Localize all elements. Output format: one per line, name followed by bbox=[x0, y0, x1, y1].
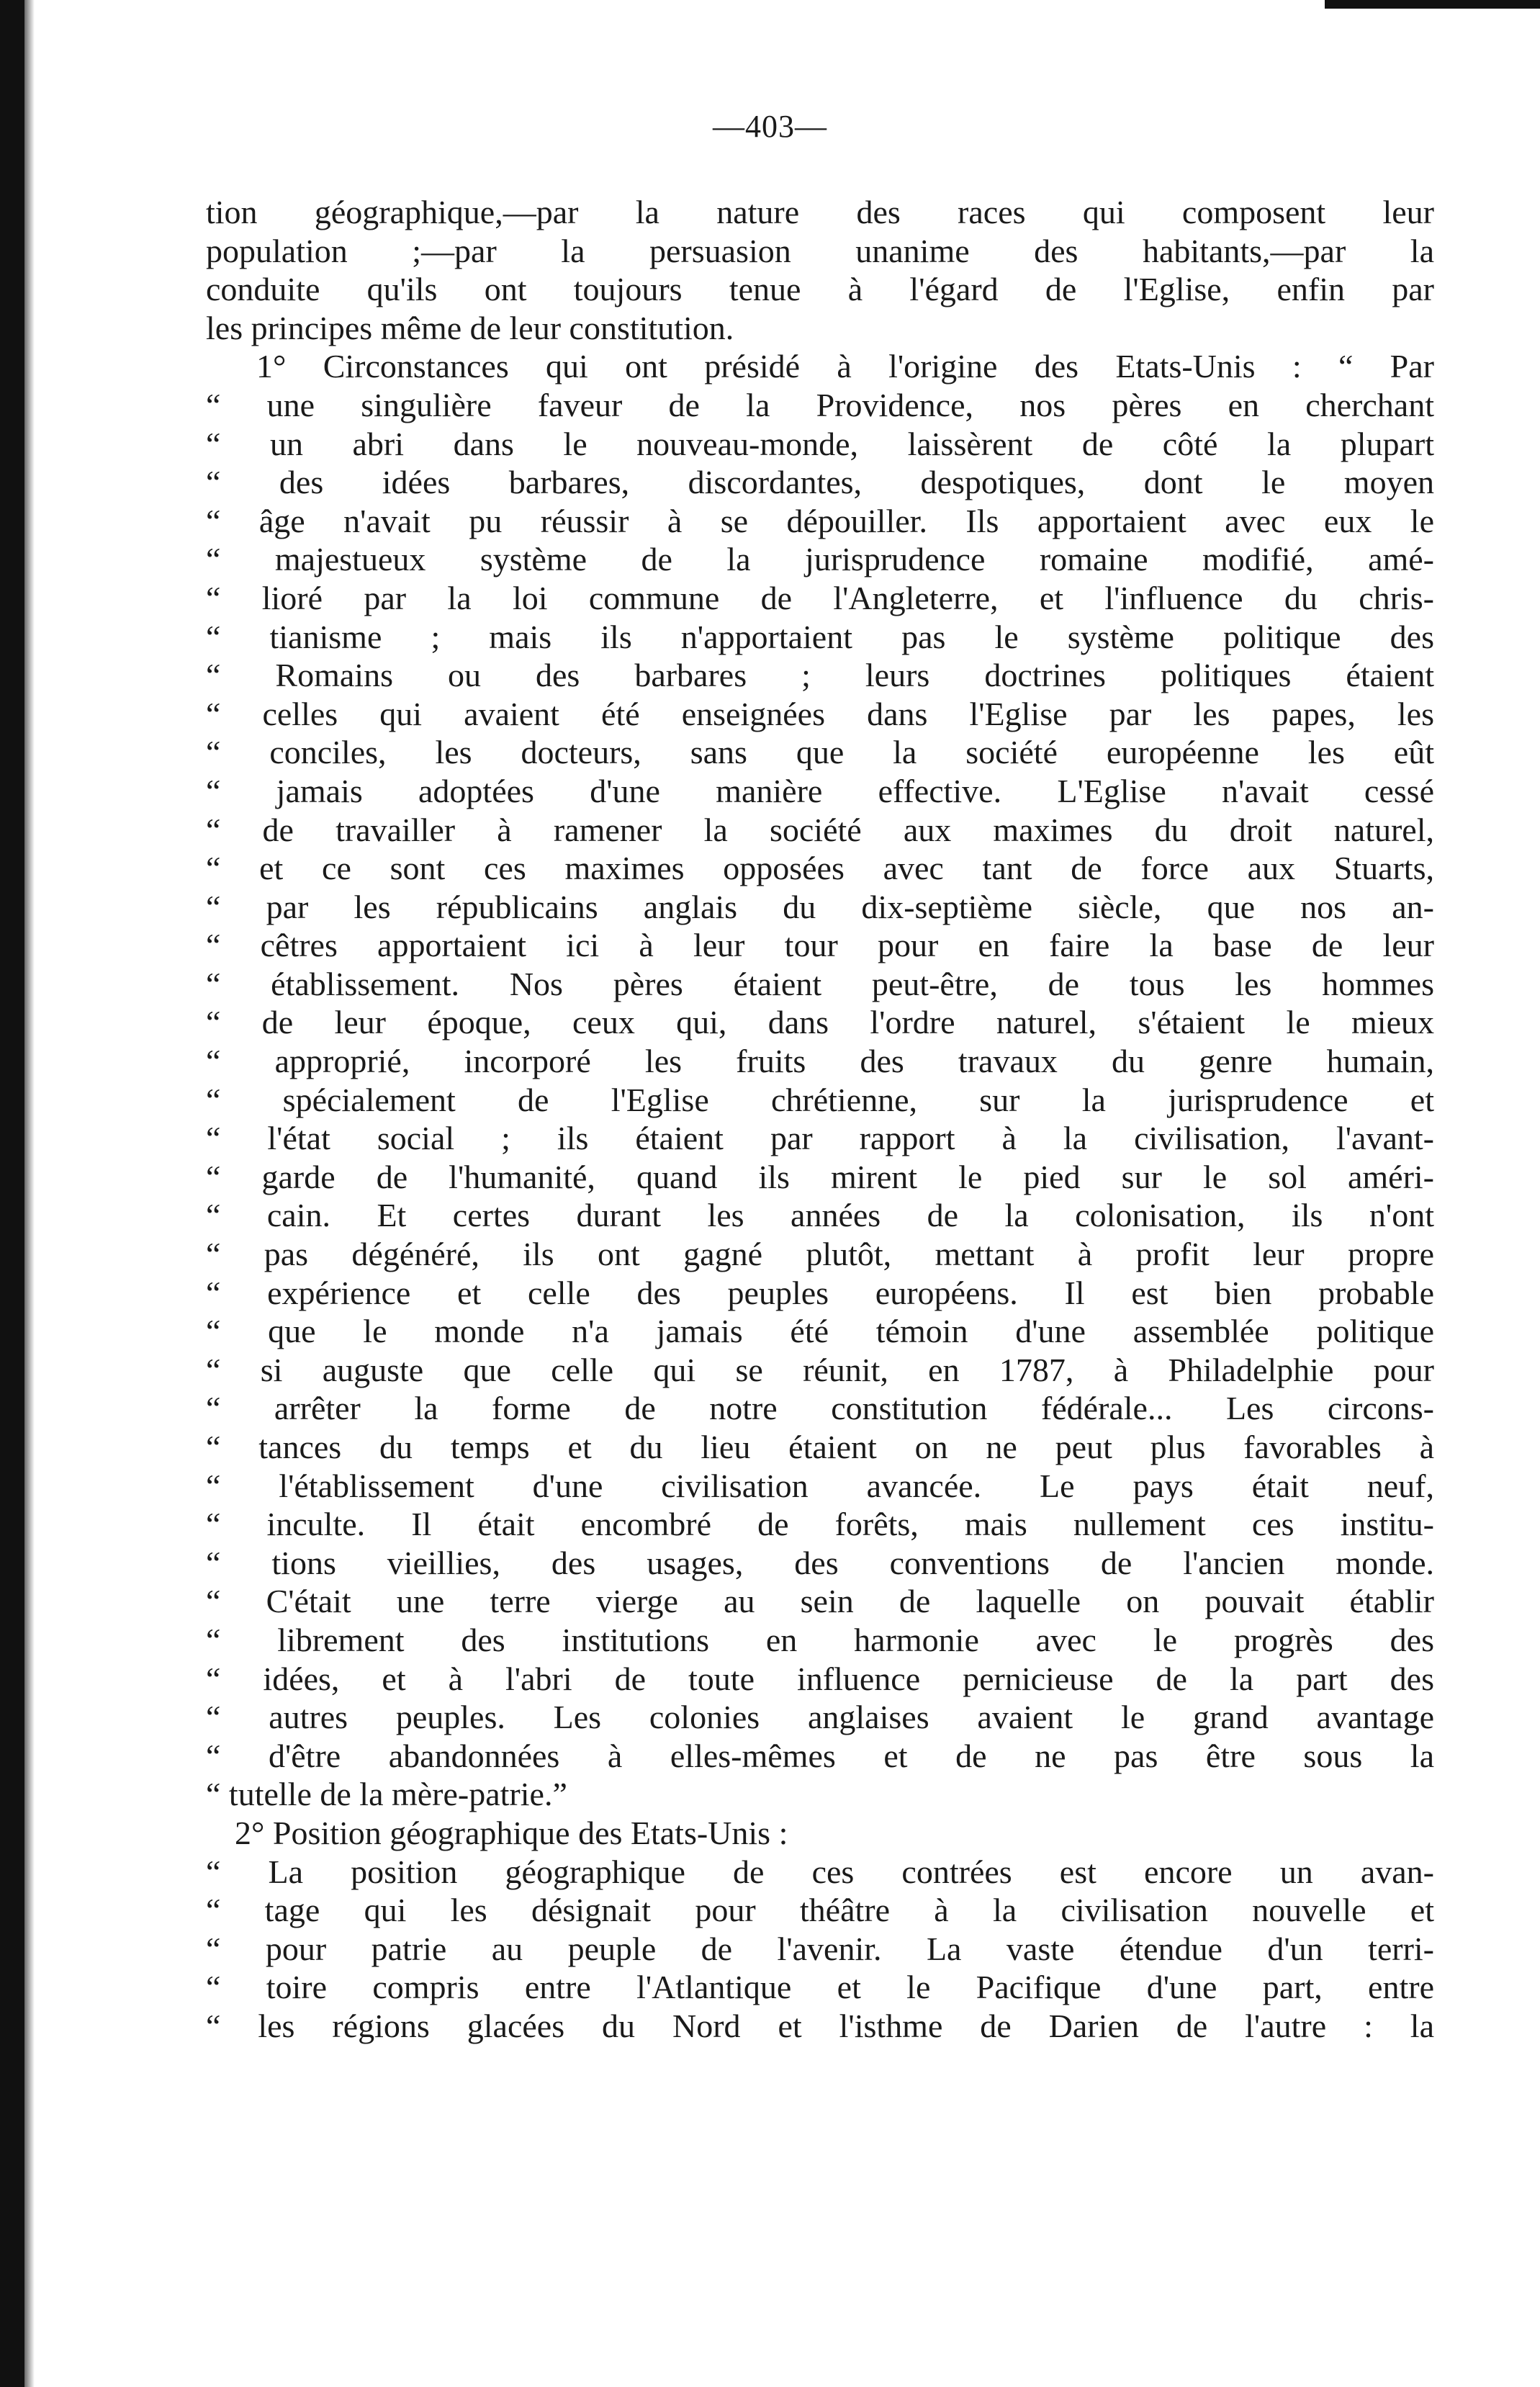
body-text bbox=[206, 193, 1434, 2046]
section-heading-line: 2° Position géographique des Etats-Unis : bbox=[235, 1814, 788, 1851]
text-line: “ expérience et celle des peuples européens. Il est bien probable bbox=[206, 1274, 1434, 1311]
section-heading-line: 1° Circonstances qui ont présidé à l'origine des Etats-Unis : “ Par bbox=[256, 348, 1434, 385]
text-line: “ spécialement de l'Eglise chrétienne, sur la jurisprudence et bbox=[206, 1081, 1434, 1118]
scan-binding-shadow bbox=[24, 0, 35, 2387]
text-line: “ pas dégénéré, ils ont gagné plutôt, mettant à profit leur propre bbox=[206, 1236, 1434, 1273]
text-line: “ jamais adoptées d'une manière effective. L'Eglise n'avait cessé bbox=[206, 772, 1434, 809]
text-line: “ de travailler à ramener la société aux maximes du droit naturel, bbox=[206, 811, 1434, 848]
text-line: “ celles qui avaient été enseignées dans l'Eglise par les papes, les bbox=[206, 695, 1434, 732]
text-line: “ et ce sont ces maximes opposées avec tant de force aux Stuarts, bbox=[206, 850, 1434, 887]
text-line: “ conciles, les docteurs, sans que la société européenne les eût bbox=[206, 734, 1434, 771]
text-line: “ de leur époque, ceux qui, dans l'ordre naturel, s'étaient le mieux bbox=[206, 1004, 1434, 1041]
scan-top-rule bbox=[1325, 0, 1540, 9]
text-line: “ lioré par la loi commune de l'Angleterre, et l'influence du chris- bbox=[206, 579, 1434, 616]
text-line: “ par les républicains anglais du dix-septième siècle, que nos an- bbox=[206, 888, 1434, 925]
text-line: “ d'être abandonnées à elles-mêmes et de ne pas être sous la bbox=[206, 1737, 1434, 1774]
text-line: “ l'établissement d'une civilisation avancée. Le pays était neuf, bbox=[206, 1467, 1434, 1504]
text-line: “ établissement. Nos pères étaient peut-être, de tous les hommes bbox=[206, 965, 1434, 1002]
text-line: “ tances du temps et du lieu étaient on ne peut plus favorables à bbox=[206, 1429, 1434, 1465]
text-line: “ si auguste que celle qui se réunit, en 1787, à Philadelphie pour bbox=[206, 1351, 1434, 1388]
text-line: “ toire compris entre l'Atlantique et le Pacifique d'une part, entre bbox=[206, 1969, 1434, 2006]
text-line: “ un abri dans le nouveau-monde, laissèrent de côté la plupart bbox=[206, 425, 1434, 462]
text-line: “ arrêter la forme de notre constitution fédérale... Les circons- bbox=[206, 1390, 1434, 1427]
text-line: “ inculte. Il était encombré de forêts, mais nullement ces institu- bbox=[206, 1506, 1434, 1543]
text-line: “ garde de l'humanité, quand ils mirent le pied sur le sol améri- bbox=[206, 1158, 1434, 1195]
text-line: “ des idées barbares, discordantes, despotiques, dont le moyen bbox=[206, 464, 1434, 501]
text-line: “ tions vieillies, des usages, des conventions de l'ancien monde. bbox=[206, 1544, 1434, 1581]
text-line: “ approprié, incorporé les fruits des travaux du genre humain, bbox=[206, 1043, 1434, 1080]
text-line: “ autres peuples. Les colonies anglaises avaient le grand avantage bbox=[206, 1699, 1434, 1736]
text-line: population ;—par la persuasion unanime des habitants,—par la bbox=[206, 232, 1434, 269]
scan-binding-edge bbox=[0, 0, 24, 2387]
text-line: “ pour patrie au peuple de l'avenir. La vaste étendue d'un terri- bbox=[206, 1930, 1434, 1967]
text-line: “ tianisme ; mais ils n'apportaient pas le système politique des bbox=[206, 618, 1434, 655]
text-line: “ idées, et à l'abri de toute influence pernicieuse de la part des bbox=[206, 1660, 1434, 1697]
text-line: “ majestueux système de la jurisprudence romaine modifié, amé- bbox=[206, 541, 1434, 578]
text-line: “ C'était une terre vierge au sein de laquelle on pouvait établir bbox=[206, 1583, 1434, 1620]
text-line: “ une singulière faveur de la Providence, nos pères en cherchant bbox=[206, 386, 1434, 423]
text-line: “ tutelle de la mère-patrie.” bbox=[206, 1776, 567, 1813]
text-line: “ cain. Et certes durant les années de la colonisation, ils n'ont bbox=[206, 1197, 1434, 1234]
text-line: “ tage qui les désignait pour théâtre à la civilisation nouvelle et bbox=[206, 1892, 1434, 1929]
text-line: “ l'état social ; ils étaient par rapport à la civilisation, l'avant- bbox=[206, 1120, 1434, 1157]
text-line: “ que le monde n'a jamais été témoin d'une assemblée politique bbox=[206, 1313, 1434, 1350]
text-line: “ librement des institutions en harmonie avec le progrès des bbox=[206, 1621, 1434, 1658]
text-line: “ âge n'avait pu réussir à se dépouiller. Ils apportaient avec eux le bbox=[206, 502, 1434, 539]
text-line: les principes même de leur constitution. bbox=[206, 309, 734, 346]
text-line: conduite qu'ils ont toujours tenue à l'égard de l'Eglise, enfin par bbox=[206, 271, 1434, 308]
text-line: “ cêtres apportaient ici à leur tour pour en faire la base de leur bbox=[206, 927, 1434, 964]
text-line: “ Romains ou des barbares ; leurs doctrines politiques étaient bbox=[206, 657, 1434, 694]
text-line: “ La position géographique de ces contrées est encore un avan- bbox=[206, 1853, 1434, 1890]
text-line: tion géographique,—par la nature des races qui composent leur bbox=[206, 194, 1434, 230]
page-number: —403— bbox=[713, 109, 827, 144]
text-line: “ les régions glacées du Nord et l'isthme de Darien de l'autre : la bbox=[206, 2007, 1434, 2044]
